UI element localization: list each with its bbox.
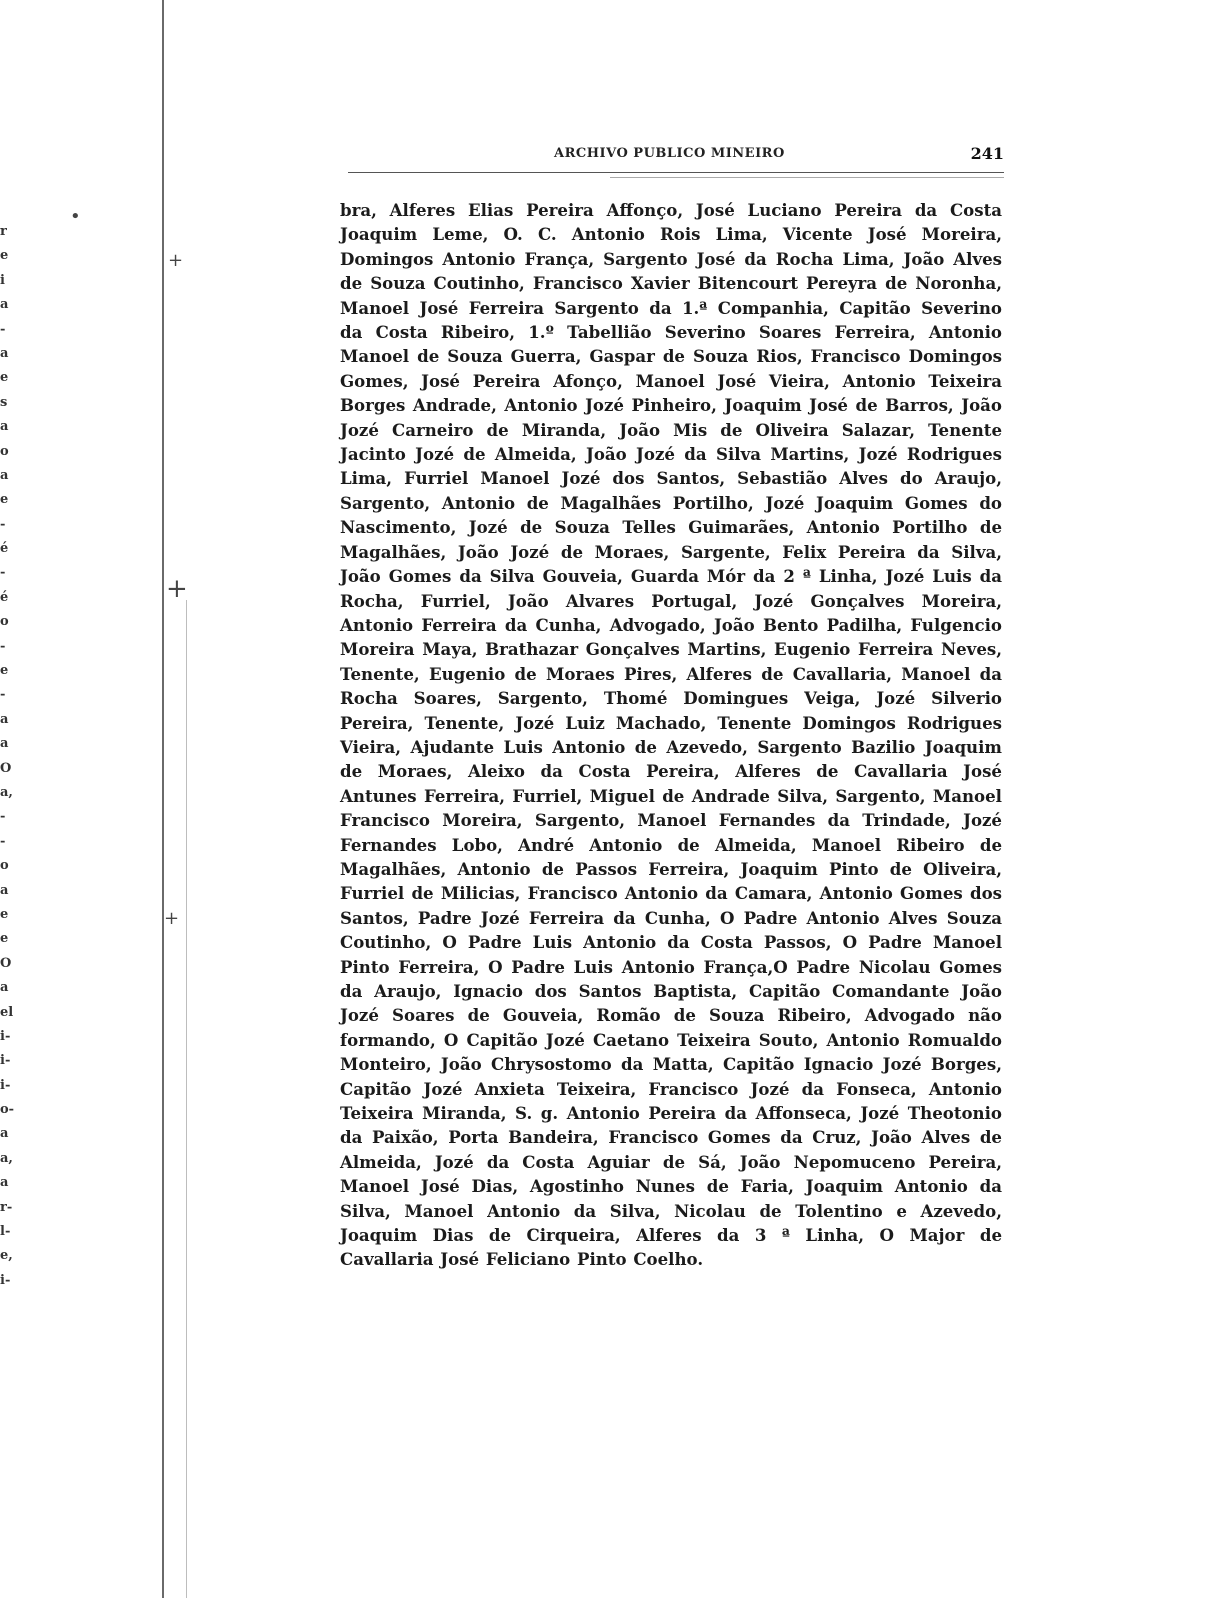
scan-cross-mark: + [168, 250, 184, 271]
facing-page-char: o [0, 614, 9, 630]
facing-page-char: a [0, 345, 9, 361]
facing-page-char: O [0, 955, 12, 971]
facing-page-char: a [0, 736, 9, 752]
facing-page-char: a [0, 419, 9, 435]
facing-page-char: e [0, 663, 9, 679]
facing-page-char: l- [0, 1224, 11, 1240]
facing-page-char: a [0, 1175, 9, 1191]
facing-page-char: i- [0, 1272, 11, 1288]
facing-page-margin [0, 220, 14, 1293]
facing-page-char: i- [0, 1077, 11, 1093]
facing-page-char: - [0, 833, 6, 849]
facing-page-char: é [0, 541, 9, 557]
scan-cross-mark: + [166, 574, 188, 604]
facing-page-char: - [0, 516, 6, 532]
facing-page-char: a [0, 1126, 9, 1142]
facing-page-char: o- [0, 1102, 15, 1118]
facing-page-char: a [0, 980, 9, 996]
header-rule-secondary [610, 177, 1004, 178]
facing-page-char: e [0, 931, 9, 947]
facing-page-char: e [0, 248, 9, 264]
running-title: ARCHIVO PUBLICO MINEIRO [554, 146, 785, 161]
binding-shadow [186, 600, 187, 1598]
page-number: 241 [970, 144, 1004, 163]
facing-page-char: o [0, 858, 9, 874]
facing-page-char: a [0, 882, 9, 898]
facing-page-char: a, [0, 1150, 13, 1166]
facing-page-char: s [0, 394, 8, 410]
facing-page-char: i- [0, 1028, 11, 1044]
facing-page-char: i [0, 272, 5, 288]
facing-page-char: a [0, 711, 9, 727]
page-header [348, 144, 1008, 168]
scan-cross-mark: + [164, 908, 180, 929]
scan-dot: • [70, 206, 81, 227]
facing-page-char: r- [0, 1199, 13, 1215]
facing-page-char: - [0, 687, 6, 703]
facing-page-char: é [0, 589, 9, 605]
facing-page-char: - [0, 321, 6, 337]
facing-page-char: o [0, 443, 9, 459]
facing-page-char: a [0, 297, 9, 313]
facing-page-char: - [0, 565, 6, 581]
facing-page-char: r [0, 224, 7, 239]
facing-page-char: - [0, 809, 6, 825]
facing-page-char: e [0, 492, 9, 508]
facing-page-char: e [0, 370, 9, 386]
header-rule [348, 172, 1004, 173]
facing-page-char: e [0, 906, 9, 922]
facing-page-char: a, [0, 784, 13, 800]
facing-page-char: i- [0, 1053, 11, 1069]
body-paragraph: bra, Alferes Elias Pereira Affonço, José Luciano Pereira da Costa Joaquim Leme, O. C. Antonio Rois Lima, Vicente José Moreira, Domingos Antonio França, Sargento José da Rocha Lima, João Alves de Souza Coutinho, Francisco Xavier Bitencourt Pereyra de Noronha, Manoel José Ferreira Sargento da 1.ª Companhia, Capitão Severino da Costa Ribeiro, 1.º Tabellião Severino Soares Ferreira, Antonio Manoel de Souza Guerra, Gaspar de Souza Rios, Francisco Domingos Gomes, José Pereira Afonço, Manoel José Vieira, Antonio Teixeira Borges Andrade, Antonio Jozé Pinheiro, Joaquim José de Barros, João Jozé Carneiro de Miranda, João Mis de Oliveira Salazar, Tenente Jacinto Jozé de Almeida, João Jozé da Silva Martins, Jozé Rodrigues Lima, Furriel Manoel Jozé dos Santos, Sebastião Alves do Araujo, Sargento, Antonio de Magalhães Portilho, Jozé Joaquim Gomes do Nascimento, Jozé de Souza Telles Guimarães, Antonio Portilho de Magalhães, João Jozé de Moraes, Sargente, Felix Pereira da Silva, João Gomes da Silva Gouveia, Guarda Mór da 2 ª Linha, Jozé Luis da Rocha, Furriel, João Alvares Portugal, Jozé Gonçalves Moreira, Antonio Ferreira da Cunha, Advogado, João Bento Padilha, Fulgencio Moreira Maya, Brathazar Gonçalves Martins, Eugenio Ferreira Neves, Tenente, Eugenio de Moraes Pires, Alferes de Cavallaria, Manoel da Rocha Soares, Sargento, Thomé Domingues Veiga, Jozé Silverio Pereira, Tenente, Jozé Luiz Machado, Tenente Domingos Rodrigues Vieira, Ajudante Luis Antonio de Azevedo, Sargento Bazilio Joaquim de Moraes, Aleixo da Costa Pereira, Alferes de Cavallaria José Antunes Ferreira, Furriel, Miguel de Andrade Silva, Sargento, Manoel Francisco Moreira, Sargento, Manoel Fernandes da Trindade, Jozé Fernandes Lobo, André Antonio de Almeida, Manoel Ribeiro de Magalhães, Antonio de Passos Ferreira, Joaquim Pinto de Oliveira, Furriel de Milicias, Francisco Antonio da Camara, Antonio Gomes dos Santos, Padre Jozé Ferreira da Cunha, O Padre Antonio Alves Souza Coutinho, O Padre Luis Antonio da Costa Passos, O Padre Manoel Pinto Ferreira, O Padre Luis Antonio França,O Padre Nicolau Gomes da Araujo, Ignacio dos Santos Baptista, Capitão Comandante João Jozé Soares de Gouveia, Romão de Souza Ribeiro, Advogado não formando, O Capitão Jozé Caetano Teixeira Souto, Antonio Romualdo Monteiro, João Chrysostomo da Matta, Capitão Ignacio Jozé Borges, Capitão Jozé Anxieta Teixeira, Francisco Jozé da Fonseca, Antonio Teixeira Miranda, S. g. Antonio Pereira da Affonseca, Jozé Theotonio da Paixão, Porta Bandeira, Francisco Gomes da Cruz, João Alves de Almeida, Jozé da Costa Aguiar de Sá, João Nepomuceno Pereira, Manoel José Dias, Agostinho Nunes de Faria, Joaquim Antonio da Silva, Manoel Antonio da Silva, Nicolau de Tolentino e Azevedo, Joaquim Dias de Cirqueira, Alferes da 3 ª Linha, O Major de Cavallaria José Feliciano Pinto Coelho. [340, 200, 1002, 1270]
facing-page-char: e, [0, 1248, 13, 1264]
facing-page-char: el [0, 1004, 14, 1020]
facing-page-char: a [0, 467, 9, 483]
facing-page-char: O [0, 760, 12, 776]
facing-page-char: - [0, 638, 6, 654]
binding-edge [162, 0, 164, 1598]
